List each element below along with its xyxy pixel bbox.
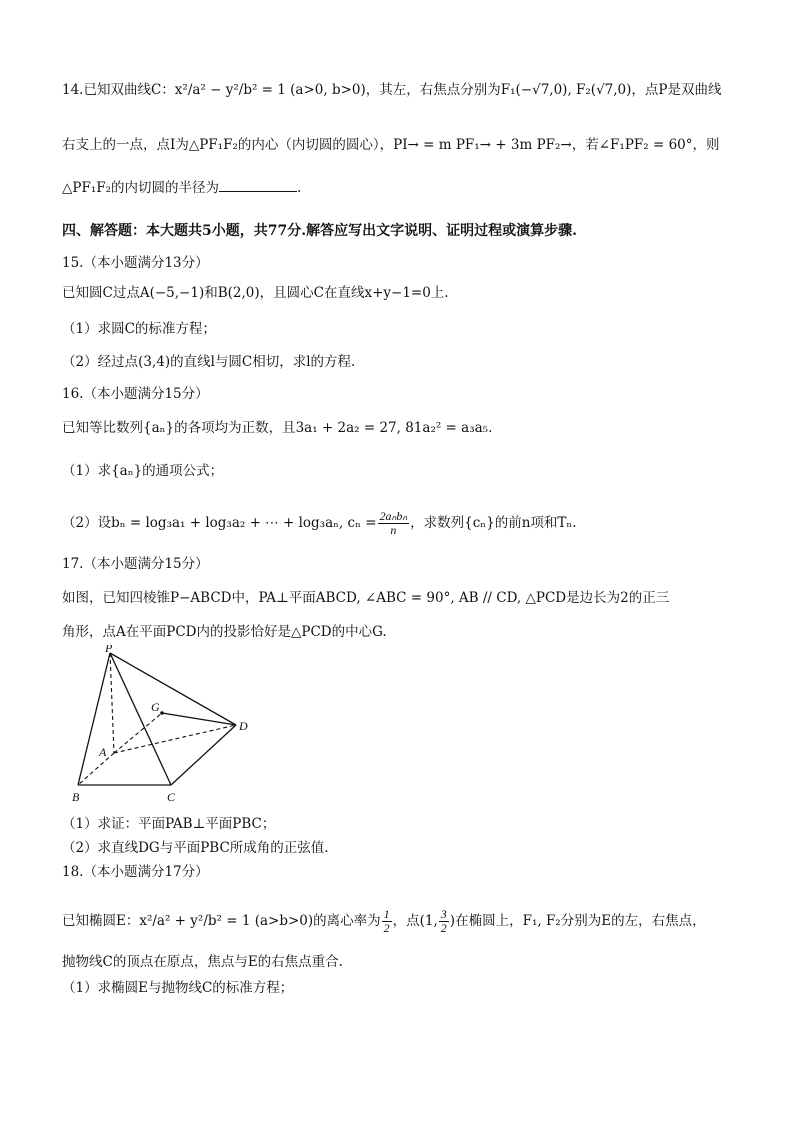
pyramid-figure	[70, 645, 270, 810]
q14-line1: 14.已知双曲线C：x²/a² − y²/b² = 1 (a>0, b>0)，其左，右焦点分别为F₁(−√7,0), F₂(√7,0)，点P是双曲线	[62, 82, 722, 98]
label-P: P	[105, 645, 113, 655]
pt-denominator: 2	[440, 921, 447, 935]
edge-CD	[171, 725, 236, 785]
cn-denominator: n	[390, 523, 397, 537]
label-D: D	[239, 719, 248, 733]
e-denominator: 2	[383, 921, 390, 935]
q16-heading: 16.（本小题满分15分）	[62, 386, 209, 402]
q17-line1: 如图，已知四棱锥P−ABCD中，PA⊥平面ABCD, ∠ABC = 90°, AB // CD, △PCD是边长为2的正三	[62, 590, 670, 606]
cn-fraction	[378, 510, 410, 537]
q16-part2-a: （2）设bₙ = log₃a₁ + log₃a₂ + ⋯ + log₃aₙ, cₙ =	[62, 515, 377, 531]
label-A: A	[99, 745, 107, 759]
q14-line3-text: △PF₁F₂的内切圆的半径为	[62, 180, 220, 196]
q16-part2-b: ，求数列{cₙ}的前n项和Tₙ.	[410, 515, 577, 531]
q15-part1: （1）求圆C的标准方程；	[62, 321, 216, 337]
section4-heading: 四、解答题：本大题共5小题，共77分.解答应写出文字说明、证明过程或演算步骤.	[62, 223, 577, 239]
edge-PB	[78, 653, 110, 785]
pt-numerator: 3	[440, 907, 447, 921]
cn-numerator: 2aₙbₙ	[379, 509, 408, 523]
point-G	[160, 711, 164, 715]
q17-part1: （1）求证：平面PAB⊥平面PBC；	[62, 816, 276, 832]
label-G: G	[151, 700, 160, 714]
q17-line2: 角形，点A在平面PCD内的投影恰好是△PCD的中心G.	[62, 624, 387, 640]
q15-part2: （2）经过点(3,4)的直线l与圆C相切，求l的方程.	[62, 354, 356, 370]
q17-part2: （2）求直线DG与平面PBC所成角的正弦值.	[62, 840, 329, 856]
q15-line1: 已知圆C过点A(−5,−1)和B(2,0)，且圆心C在直线x+y−1=0上.	[62, 285, 449, 301]
q18-line2: 抛物线C的顶点在原点，焦点与E的右焦点重合.	[62, 954, 343, 970]
point-open: (1,	[419, 913, 438, 929]
e-numerator: 1	[383, 907, 390, 921]
edge-AD	[114, 725, 236, 753]
edge-PC	[110, 653, 171, 785]
q18-part1: （1）求椭圆E与抛物线C的标准方程；	[62, 980, 294, 996]
q18-line1-b: ，点	[392, 913, 420, 929]
q16-part1: （1）求{aₙ}的通项公式；	[62, 463, 224, 479]
q14-line2: 右支上的一点，点I为△PF₁F₂的内心（内切圆的圆心），PI→ = m PF₁→ + 3m PF₂→，若∠F₁PF₂ = 60°，则	[62, 137, 720, 153]
q14-line3	[62, 178, 734, 198]
eccentricity-fraction	[382, 908, 392, 935]
point-fraction	[439, 908, 449, 935]
q15-heading: 15.（本小题满分13分）	[62, 255, 209, 271]
label-C: C	[167, 790, 176, 804]
edge-PA	[110, 653, 114, 753]
point-close: )	[449, 913, 456, 929]
q17-heading: 17.（本小题满分15分）	[62, 556, 209, 572]
q16-part2	[62, 510, 734, 537]
q18-heading: 18.（本小题满分17分）	[62, 864, 209, 880]
q14-line3-end: .	[297, 180, 302, 196]
answer-blank[interactable]	[219, 179, 297, 192]
q16-line1: 已知等比数列{aₙ}的各项均为正数，且3a₁ + 2a₂ = 27, 81a₂² = a₃a₅.	[62, 420, 493, 436]
label-B: B	[72, 790, 80, 804]
q18-line1-a: 已知椭圆E：x²/a² + y²/b² = 1 (a>b>0)的离心率为	[62, 913, 381, 929]
edge-AB	[78, 753, 114, 785]
q18-line1-c: 在椭圆上，F₁, F₂分别为E的左，右焦点，	[455, 913, 706, 929]
q18-line1	[62, 908, 734, 935]
